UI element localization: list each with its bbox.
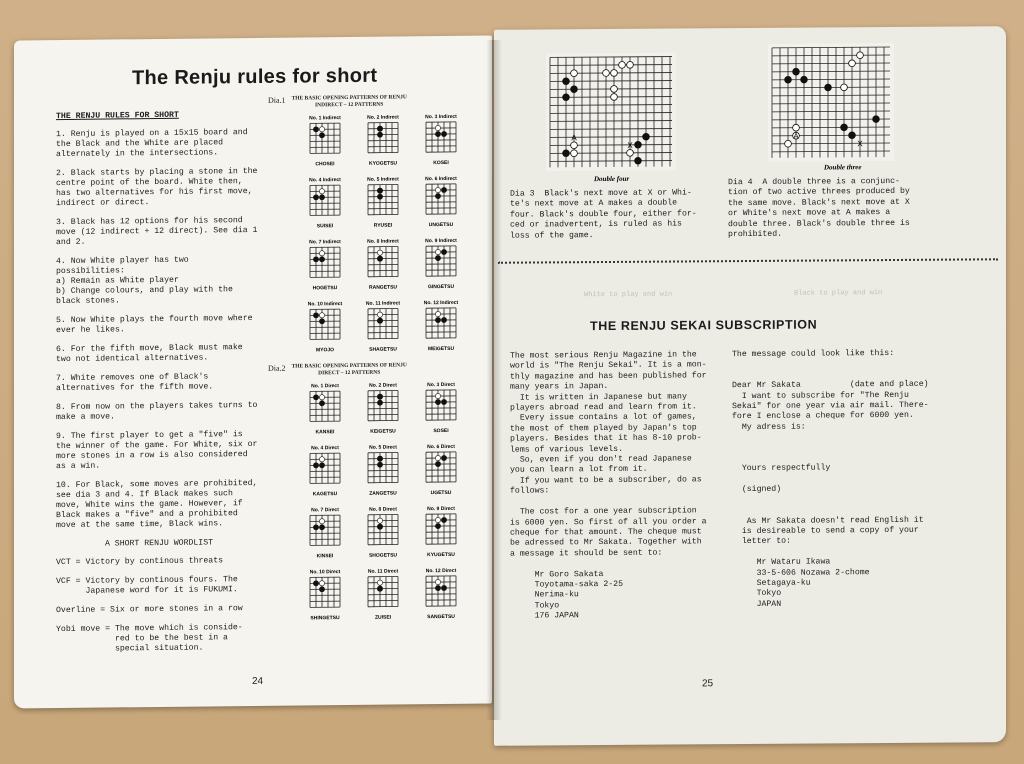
dia2-label: Dia.2 xyxy=(268,363,286,373)
black-stone xyxy=(313,257,318,262)
white-stone xyxy=(319,395,324,400)
white-stone xyxy=(435,579,440,584)
white-stone xyxy=(377,580,382,585)
mini-board xyxy=(425,121,457,153)
black-stone xyxy=(441,187,446,192)
subscription-right-text: The message could look like this: Dear Mr Sakata (date and place) I want to subscribe for "The Renju Sekai" for one year via air mail. There- fore I enclose a cheque for 6000 yen. My adress is: Yours respectfully (signed) As Mr Sakata doesn't read English it is desireable to send a copy of your letter to: Mr Wataru Ikawa 33-5-606 Nozawa 2-chome Setagaya-ku Tokyo JAPAN xyxy=(732,348,929,609)
wordlist xyxy=(56,556,262,655)
dia1-grid xyxy=(296,114,470,364)
mini-board xyxy=(367,245,399,277)
page-number-right: 25 xyxy=(702,678,714,690)
x-marker: X xyxy=(627,140,633,150)
white-stone xyxy=(611,86,618,93)
black-stone xyxy=(377,400,382,405)
black-stone xyxy=(377,394,382,399)
black-stone xyxy=(313,195,318,200)
mini-board xyxy=(425,389,457,421)
opening-pattern xyxy=(412,444,470,507)
pattern-name: KANSEI xyxy=(315,429,335,436)
black-stone xyxy=(377,132,382,137)
pattern-number: No. 2 Indirect xyxy=(367,114,399,121)
pattern-number: No. 6 Indirect xyxy=(425,175,457,183)
pattern-number: No. 5 Indirect xyxy=(367,176,399,183)
opening-pattern xyxy=(412,238,470,301)
pattern-number: No. 12 Direct xyxy=(425,567,457,575)
dia4-caption: Double three xyxy=(824,163,862,172)
mini-board xyxy=(309,390,341,422)
white-stone xyxy=(319,581,324,586)
opening-pattern xyxy=(296,301,354,364)
white-stone xyxy=(571,150,578,157)
page-title: The Renju rules for short xyxy=(132,64,378,90)
white-stone xyxy=(377,250,382,255)
rule-item: 3. Black has 12 options for his second move (12 indirect + 12 direct). See dia 1 and 2. xyxy=(56,216,258,248)
black-stone xyxy=(377,188,382,193)
white-stone xyxy=(785,140,792,147)
rule-item: 4. Now White player has two possibilities: a) Remain as White player b) Change colours, and play with the black stones. xyxy=(56,255,233,307)
dia4-text: Dia 4 A double three is a conjunc- tion of two active threes produced by the same move. Black's next move at X or White's next move at A makes a double three. Black's double three is prohibited. xyxy=(728,176,910,240)
wordlist-item: Overline = Six or more stones in a row xyxy=(56,604,243,616)
pattern-number: No. 1 Indirect xyxy=(309,115,341,122)
white-stone xyxy=(319,457,324,462)
opening-pattern xyxy=(354,238,412,301)
pattern-name: SANGETSU xyxy=(427,613,455,621)
black-stone xyxy=(435,255,440,260)
white-stone xyxy=(319,189,324,194)
black-stone xyxy=(319,525,324,530)
mini-board xyxy=(425,451,457,483)
pattern-number: No. 8 Direct xyxy=(369,506,397,513)
a-marker: A xyxy=(571,133,577,143)
white-stone xyxy=(435,393,440,398)
white-stone xyxy=(377,518,382,523)
pattern-number: No. 3 Direct xyxy=(427,381,455,389)
pattern-number: No. 7 Indirect xyxy=(309,239,341,246)
white-stone xyxy=(849,60,856,67)
pattern-name: KYUGETSU xyxy=(427,551,455,559)
mini-board xyxy=(367,121,399,153)
black-stone xyxy=(785,76,792,83)
opening-pattern xyxy=(354,444,412,507)
black-stone xyxy=(441,249,446,254)
dia3-text: Dia 3 Black's next move at X or Whi- te's next move at A makes a double four. Black's double four, either for- ced or inadvertent, is ruled as his loss of the game. xyxy=(510,188,697,241)
page-number-left: 24 xyxy=(252,675,264,688)
ghost-text: Black to play and win xyxy=(794,289,883,298)
rule-item: 7. White removes one of Black's alternatives for the fifth move. xyxy=(56,372,214,394)
black-stone xyxy=(435,585,440,590)
pattern-name: SHAGETSU xyxy=(369,346,397,353)
opening-pattern xyxy=(354,114,412,177)
black-stone xyxy=(635,157,642,164)
black-stone xyxy=(377,586,382,591)
black-stone xyxy=(313,313,318,318)
subscription-title: THE RENJU SEKAI SUBSCRIPTION xyxy=(590,317,818,334)
wordlist-item: VCF = Victory by continous fours. The Japanese word for it is FUKUMI. xyxy=(56,575,238,596)
ghost-text: White to play and win xyxy=(584,290,673,300)
opening-pattern xyxy=(296,177,354,240)
white-stone xyxy=(435,455,440,460)
black-stone xyxy=(319,195,324,200)
pattern-name: KAGETSU xyxy=(312,491,338,498)
white-stone xyxy=(619,62,626,69)
opening-pattern xyxy=(412,114,470,177)
white-stone xyxy=(319,127,324,132)
black-stone xyxy=(319,401,324,406)
pattern-number: No. 9 Indirect xyxy=(425,237,457,245)
pattern-number: No. 5 Direct xyxy=(369,444,397,451)
white-stone xyxy=(627,61,634,68)
white-stone xyxy=(793,124,800,131)
black-stone xyxy=(849,132,856,139)
rules-list xyxy=(56,128,262,531)
mini-board xyxy=(309,576,341,608)
pattern-name: UGETSU xyxy=(430,489,452,497)
black-stone xyxy=(377,456,382,461)
black-stone xyxy=(435,399,440,404)
mini-board xyxy=(309,514,341,546)
rule-item: 8. From now on the players takes turns to make a move. xyxy=(56,400,258,423)
black-stone xyxy=(571,86,578,93)
white-stone xyxy=(435,311,440,316)
dia1-header xyxy=(268,94,407,109)
black-stone xyxy=(441,317,446,322)
black-stone xyxy=(319,133,324,138)
pattern-number: No. 4 Direct xyxy=(311,445,339,452)
mini-board xyxy=(425,307,457,339)
pattern-name: SHINGETSU xyxy=(310,615,340,622)
mini-board xyxy=(367,451,399,483)
black-stone xyxy=(319,587,324,592)
white-stone xyxy=(377,312,382,317)
wordlist-item: VCT = Victory by continous threats xyxy=(56,556,224,568)
black-stone xyxy=(377,462,382,467)
pattern-name: ZUISEI xyxy=(374,614,392,621)
black-stone xyxy=(377,524,382,529)
white-stone xyxy=(857,52,864,59)
black-stone xyxy=(801,76,808,83)
pattern-name: SOSEI xyxy=(433,427,449,435)
section-divider xyxy=(498,258,998,263)
black-stone xyxy=(377,256,382,261)
black-stone xyxy=(563,78,570,85)
black-stone xyxy=(563,150,570,157)
pattern-number: No. 11 Direct xyxy=(367,568,399,575)
black-stone xyxy=(563,94,570,101)
pattern-number: No. 7 Direct xyxy=(311,507,339,514)
black-stone xyxy=(435,523,440,528)
white-stone xyxy=(571,70,578,77)
white-stone xyxy=(319,519,324,524)
pattern-name: RANGETSU xyxy=(368,284,398,291)
pattern-name: KINSEI xyxy=(316,553,334,560)
wordlist-item: Yobi move = The move which is conside- red to be the best in a special situation. xyxy=(56,623,243,654)
black-stone xyxy=(441,455,446,460)
pattern-number: No. 3 Indirect xyxy=(425,113,457,121)
opening-pattern xyxy=(354,176,412,239)
pattern-number: No. 12 Indirect xyxy=(423,299,459,307)
opening-pattern xyxy=(354,382,412,445)
white-stone xyxy=(319,251,324,256)
black-stone xyxy=(377,126,382,131)
opening-pattern xyxy=(354,300,412,363)
black-stone xyxy=(319,463,324,468)
mini-board xyxy=(309,308,341,340)
dia2-grid xyxy=(296,382,470,632)
black-stone xyxy=(643,133,650,140)
white-stone xyxy=(435,125,440,130)
subscription-left-text: The most serious Renju Magazine in the world is "The Renju Sekai". It is a mon- thly magazine and has been published for many years in Japan. It is written in Japanese but many players abroad read and learn from it. Every issue contains a lot of games, the most of them played by Japan's top players. Besides that it has 8-10 prob- lems of various levels. So, even if you don't read Japanese you can learn a lot from it. If you want to be a subscriber, do as follows: The cost for a one year subscription is 6000 yen. So first of all you order a cheque for that amount. The cheque must be adressed to Mr Sakata. Together with a message it should be sent to: Mr Goro Sakata Toyotama-saka 2-25 Nerima-ku Tokyo 176 JAPAN xyxy=(510,350,707,621)
x-marker: X xyxy=(857,139,863,149)
black-stone xyxy=(313,525,318,530)
mini-board xyxy=(425,513,457,545)
pattern-name: KEIGETSU xyxy=(370,428,396,435)
black-stone xyxy=(435,317,440,322)
pattern-number: No. 1 Direct xyxy=(311,383,339,390)
black-stone xyxy=(313,581,318,586)
rule-item: 10. For Black, some moves are prohibited, see dia 3 and 4. If Black makes such move, White wins the game. However, if Black makes a "five" and a prohibited move at the same time, Black wins. xyxy=(56,478,258,531)
pattern-number: No. 2 Direct xyxy=(369,382,397,389)
black-stone xyxy=(873,116,880,123)
mini-board xyxy=(425,183,457,215)
white-stone xyxy=(319,313,324,318)
pattern-name: SHOGETSU xyxy=(368,552,398,559)
pattern-name: SUISEI xyxy=(316,223,334,230)
pattern-number: No. 10 Indirect xyxy=(307,301,343,308)
black-stone xyxy=(841,124,848,131)
opening-pattern xyxy=(296,569,354,632)
rule-item: 5. Now White plays the fourth move where ever he likes. xyxy=(56,314,253,336)
pattern-number: No. 11 Indirect xyxy=(365,300,401,307)
dia3-board xyxy=(546,53,676,172)
pattern-name: RYUSEI xyxy=(373,222,393,229)
pattern-number: No. 8 Indirect xyxy=(367,238,399,245)
pattern-number: No. 6 Direct xyxy=(427,443,455,451)
pattern-name: KOSEI xyxy=(433,159,449,167)
wordlist-heading: A SHORT RENJU WORDLIST xyxy=(104,538,214,549)
mini-board xyxy=(309,246,341,278)
black-stone xyxy=(825,84,832,91)
mini-board xyxy=(367,183,399,215)
pattern-name: HOGETSU xyxy=(312,285,338,292)
a-marker: A xyxy=(793,131,799,141)
white-stone xyxy=(435,517,440,522)
mini-board xyxy=(425,575,457,607)
opening-pattern xyxy=(412,382,470,445)
dia2-title: THE BASIC OPENING PATTERNS OF RENJU DIRECT – 12 PATTERNS xyxy=(291,362,407,377)
opening-pattern xyxy=(296,239,354,302)
black-stone xyxy=(793,68,800,75)
pattern-name: UNGETSU xyxy=(428,221,454,229)
opening-pattern xyxy=(296,383,354,446)
opening-pattern xyxy=(412,300,470,363)
black-stone xyxy=(435,461,440,466)
black-stone xyxy=(441,131,446,136)
black-stone xyxy=(313,395,318,400)
pattern-name: GINGETSU xyxy=(427,283,455,291)
rule-item: 9. The first player to get a "five" is the winner of the game. For White, six or more stones in a row is also considered as a win. xyxy=(56,430,258,472)
black-stone xyxy=(319,257,324,262)
rule-item: 1. Renju is played on a 15x15 board and the Black and the White are placed alternately in the intersections. xyxy=(56,128,248,160)
left-page xyxy=(14,35,492,708)
mini-board xyxy=(425,245,457,277)
dia2-header xyxy=(268,362,407,377)
white-stone xyxy=(435,249,440,254)
white-stone xyxy=(611,70,618,77)
black-stone xyxy=(377,194,382,199)
right-page xyxy=(494,26,1006,746)
pattern-number: No. 9 Direct xyxy=(427,505,455,513)
mini-board xyxy=(367,389,399,421)
rule-item: 2. Black starts by placing a stone in the centre point of the board. White then, has two alternatives for his first move, indirect or direct. xyxy=(56,166,258,209)
rules-column xyxy=(56,110,262,664)
pattern-name: CHOSEI xyxy=(315,161,335,168)
black-stone xyxy=(441,399,446,404)
mini-board xyxy=(309,452,341,484)
pattern-number: No. 4 Indirect xyxy=(309,177,341,184)
opening-pattern xyxy=(354,568,412,631)
black-stone xyxy=(313,463,318,468)
black-stone xyxy=(435,131,440,136)
dia4-board xyxy=(768,43,894,162)
mini-board xyxy=(367,575,399,607)
opening-pattern xyxy=(354,506,412,569)
pattern-number: No. 10 Direct xyxy=(309,569,341,576)
white-stone xyxy=(841,84,848,91)
opening-pattern xyxy=(412,568,470,631)
white-stone xyxy=(435,187,440,192)
mini-board xyxy=(309,184,341,216)
opening-pattern xyxy=(296,445,354,508)
mini-board xyxy=(309,122,341,154)
rule-item: 6. For the fifth move, Black must make two not identical alternatives. xyxy=(56,343,243,365)
pattern-name: KYOGETSU xyxy=(368,160,398,167)
black-stone xyxy=(441,517,446,522)
opening-pattern xyxy=(296,115,354,178)
mini-board xyxy=(367,307,399,339)
white-stone xyxy=(611,94,618,101)
white-stone xyxy=(603,70,610,77)
dia1-title: THE BASIC OPENING PATTERNS OF RENJU INDIRECT – 12 PATTERNS xyxy=(291,94,407,109)
opening-pattern xyxy=(412,176,470,239)
dia1-label: Dia.1 xyxy=(268,95,286,105)
pattern-name: ZANGETSU xyxy=(369,490,397,497)
dia3-caption: Double four xyxy=(594,174,630,184)
opening-pattern xyxy=(296,507,354,570)
black-stone xyxy=(441,585,446,590)
white-stone xyxy=(571,142,578,149)
black-stone xyxy=(377,318,382,323)
black-stone xyxy=(319,319,324,324)
black-stone xyxy=(635,141,642,148)
pattern-name: MYOJO xyxy=(315,347,335,354)
rules-heading: THE RENJU RULES FOR SHORT xyxy=(56,110,179,122)
book-gutter xyxy=(486,40,502,720)
black-stone xyxy=(313,127,318,132)
pattern-name: MEIGETSU xyxy=(427,345,455,353)
black-stone xyxy=(435,193,440,198)
white-stone xyxy=(627,149,634,156)
opening-pattern xyxy=(412,506,470,569)
mini-board xyxy=(367,513,399,545)
